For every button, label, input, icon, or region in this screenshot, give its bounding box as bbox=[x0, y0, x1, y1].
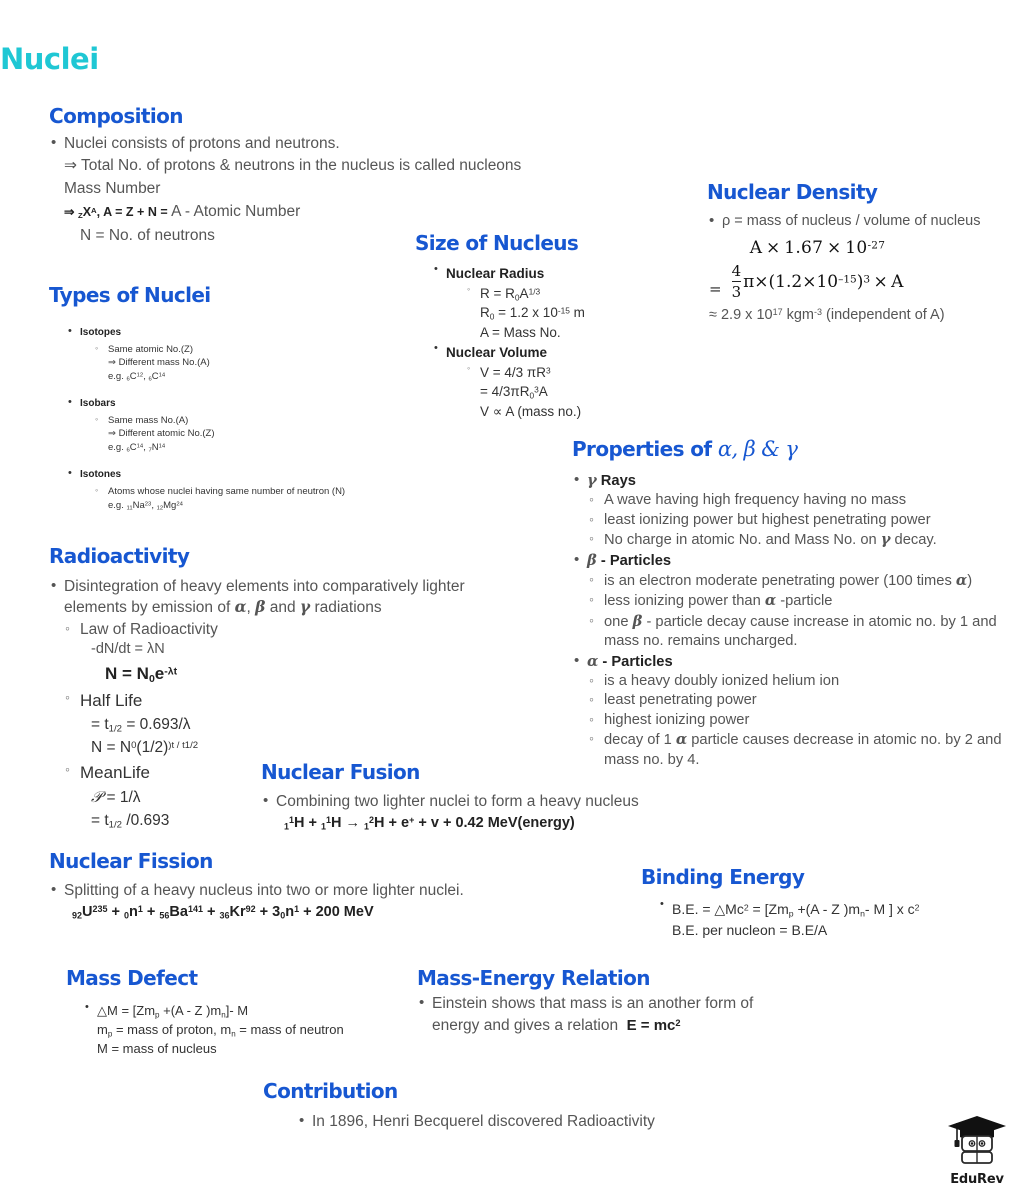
fission-heading: Nuclear Fission bbox=[49, 849, 213, 873]
list-item: ◦ V = 4/3 $\pi R^3$ bbox=[465, 363, 695, 383]
list-item: $m_p$ = mass of proton, $m_n$ = mass of neutron bbox=[97, 1021, 344, 1039]
section-size-of-nucleus bbox=[415, 231, 695, 422]
list-item: ◦ A wave having high frequency having no mass bbox=[588, 491, 1012, 510]
radioactivity-heading: Radioactivity bbox=[49, 544, 190, 568]
list-item: ⇒ Different mass No.(A) bbox=[108, 357, 210, 369]
fraction-numerator: $A \times 1.67 \times 10^{-27}$ bbox=[749, 238, 886, 259]
composition-heading: Composition bbox=[49, 104, 183, 128]
list-item: -dN/dt = λN bbox=[91, 641, 165, 658]
section-nuclear-fission bbox=[49, 849, 549, 923]
list-item: Mass Number bbox=[64, 179, 161, 197]
mass-defect-heading: Mass Defect bbox=[66, 966, 198, 990]
list-item: ◦ is a heavy doubly ionized helium ion bbox=[588, 672, 1012, 691]
equals-sign: = bbox=[709, 280, 722, 299]
list-item: energy and gives a relation $E = mc^2$ bbox=[432, 1017, 681, 1035]
list-item: • Nuclear Radius bbox=[433, 264, 695, 284]
list-item: • β - Particles bbox=[572, 551, 1012, 571]
fusion-heading: Nuclear Fusion bbox=[261, 760, 420, 784]
list-item: ⇒ Total No. of protons & neutrons in the nucleus is called nucleons bbox=[64, 157, 522, 175]
list-item-formula: ⇒ $_ZX^A$, A = Z + N = A - Atomic Number bbox=[64, 203, 301, 221]
mass-energy-equation: $E = mc^2$ bbox=[622, 1017, 681, 1035]
list-item: • Isotones bbox=[67, 468, 469, 483]
list-item: V ∝ A (mass no.) bbox=[480, 403, 582, 419]
list-item: = $4/3\pi R_0^3A$ bbox=[480, 384, 548, 401]
list-item: e.g. $_6C^{14}$, $_7N^{14}$ bbox=[108, 442, 166, 454]
list-item: M = mass of nucleus bbox=[97, 1040, 217, 1056]
section-nuclear-density bbox=[707, 180, 1007, 325]
fraction-denominator: 4 3 $\pi\times(1.2\times 10^{-15})^3 \times A$ bbox=[731, 262, 904, 302]
section-binding-energy bbox=[641, 865, 1011, 940]
list-item: ◦ Same mass No.(A) bbox=[93, 414, 469, 428]
edurev-logo bbox=[944, 1114, 1010, 1187]
list-item: ◦ least ionizing power but highest penetrating power bbox=[588, 511, 1012, 530]
graduation-cap-mascot-icon bbox=[946, 1114, 1008, 1166]
list-item: A = Mass No. bbox=[480, 324, 561, 340]
section-nuclear-fusion bbox=[261, 760, 681, 834]
list-item: = $t_{1/2}$ /0.693 bbox=[91, 812, 170, 831]
properties-heading-symbols: α, β & γ bbox=[717, 437, 798, 461]
types-heading: Types of Nuclei bbox=[49, 283, 211, 307]
list-item: • Disintegration of heavy elements into comparatively lighter elements by emission of α, β and γ radiations bbox=[49, 577, 469, 619]
section-types-of-nuclei bbox=[49, 283, 469, 513]
edurev-wordmark: EduRev bbox=[950, 1172, 1004, 1187]
list-item: ◦ one β - particle decay cause increase in atomic no. by 1 and mass no. remains uncharged. bbox=[588, 612, 1012, 652]
list-item: ◦ decay of 1 α particle causes decrease in atomic no. by 2 and mass no. by 4. bbox=[588, 730, 1012, 770]
fission-equation: $_{92}U^{235} + _0n^1 + _{56}Ba^{141} + _{36}Kr^{92} + 3_0n^1 + 200$ MeV bbox=[72, 904, 374, 921]
four-thirds: 4 3 bbox=[731, 262, 742, 302]
list-item: • Einstein shows that mass is an another form of bbox=[417, 994, 817, 1014]
list-item: $N = N^0(1/2)^{)t / t1/2}$ bbox=[91, 739, 199, 757]
list-item: ◦ Half Life bbox=[64, 688, 469, 714]
density-result: ≈ 2.9 x $10^{17}$ kgm$^{-3}$ (independent of A) bbox=[709, 307, 945, 324]
list-item: = $t_{1/2} = 0.693/\lambda$ bbox=[91, 716, 191, 736]
section-composition bbox=[49, 104, 609, 246]
list-item: • B.E. = $\triangle Mc^2 = [Zm_p +(A - Z$ )$m_n-$ M ] x $c^2$ bbox=[659, 899, 1011, 920]
list-item: B.E. per nucleon = B.E/A bbox=[672, 922, 828, 939]
mass-energy-heading: Mass-Energy Relation bbox=[417, 966, 650, 990]
list-item: • △M = [$Zm_p +(A - Z$ )$m_n]-$ M bbox=[84, 1002, 426, 1021]
list-item: • Isobars bbox=[67, 397, 469, 412]
density-formula bbox=[709, 238, 1007, 302]
properties-heading: Properties of α, β & γ bbox=[572, 437, 798, 461]
list-item: • In 1896, Henri Becquerel discovered Radioactivity bbox=[297, 1112, 713, 1132]
list-item: ◦ highest ionizing power bbox=[588, 711, 1012, 730]
fraction bbox=[726, 238, 910, 302]
section-properties bbox=[572, 437, 1012, 770]
list-item: • Isotopes bbox=[67, 326, 469, 341]
list-item: e.g. $_{11}Na^{23}$, $_{12}Mg^{24}$ bbox=[108, 499, 183, 512]
binding-heading: Binding Energy bbox=[641, 865, 805, 889]
list-item: • ρ = mass of nucleus / volume of nucleus bbox=[707, 212, 1007, 231]
list-item: • Nuclear Volume bbox=[433, 343, 695, 363]
list-item: $R_0 = 1.2$ x $10^{-15}$ m bbox=[480, 305, 585, 322]
list-item: • γ Rays bbox=[572, 471, 1012, 491]
section-mass-defect bbox=[66, 966, 426, 1059]
page-title: Nuclei bbox=[0, 42, 99, 76]
list-item: • Nuclei consists of protons and neutrons. bbox=[49, 134, 609, 154]
list-item: ◦ Law of Radioactivity bbox=[64, 620, 469, 640]
section-contribution bbox=[263, 1079, 713, 1132]
list-item: ◦ is an electron moderate penetrating power (100 times α) bbox=[588, 571, 1012, 591]
list-item: e.g. $_6C^{12}$, $_6C^{14}$ bbox=[108, 371, 166, 383]
list-item: ◦ Atoms whose nuclei having same number of neutron (N) bbox=[93, 485, 469, 499]
list-item: ◦ No charge in atomic No. and Mass No. on γ decay. bbox=[588, 530, 1012, 550]
density-heading: Nuclear Density bbox=[707, 180, 878, 204]
fusion-equation: $_1^1$H + $_1^1$H → $_1^2$H + e+ + v + 0.42 MeV(energy) bbox=[284, 815, 575, 832]
list-item: ◦ $R = R_0A^{1/3}$ bbox=[465, 284, 695, 304]
list-item: ◦ least penetrating power bbox=[588, 691, 1012, 710]
decay-equation: $N = N_0e^{-\lambda t}$ bbox=[105, 664, 178, 686]
list-item: ◦ Same atomic No.(Z) bbox=[93, 343, 469, 357]
list-item: • Combining two lighter nuclei to form a heavy nucleus bbox=[261, 792, 681, 812]
list-item: ◦ MeanLife bbox=[64, 760, 469, 786]
size-heading: Size of Nucleus bbox=[415, 231, 579, 255]
section-mass-energy-relation bbox=[417, 966, 817, 1037]
list-item: • α - Particles bbox=[572, 652, 1012, 672]
list-item: N = No. of neutrons bbox=[80, 226, 215, 244]
contribution-heading: Contribution bbox=[263, 1079, 398, 1103]
list-item: 𝒫 = 1/λ bbox=[91, 788, 141, 807]
page-title-wrap bbox=[0, 42, 99, 76]
list-item: ⇒ Different atomic No.(Z) bbox=[108, 428, 215, 440]
list-item: ◦ less ionizing power than α -particle bbox=[588, 591, 1012, 611]
list-item: • Splitting of a heavy nucleus into two or more lighter nuclei. bbox=[49, 881, 549, 901]
